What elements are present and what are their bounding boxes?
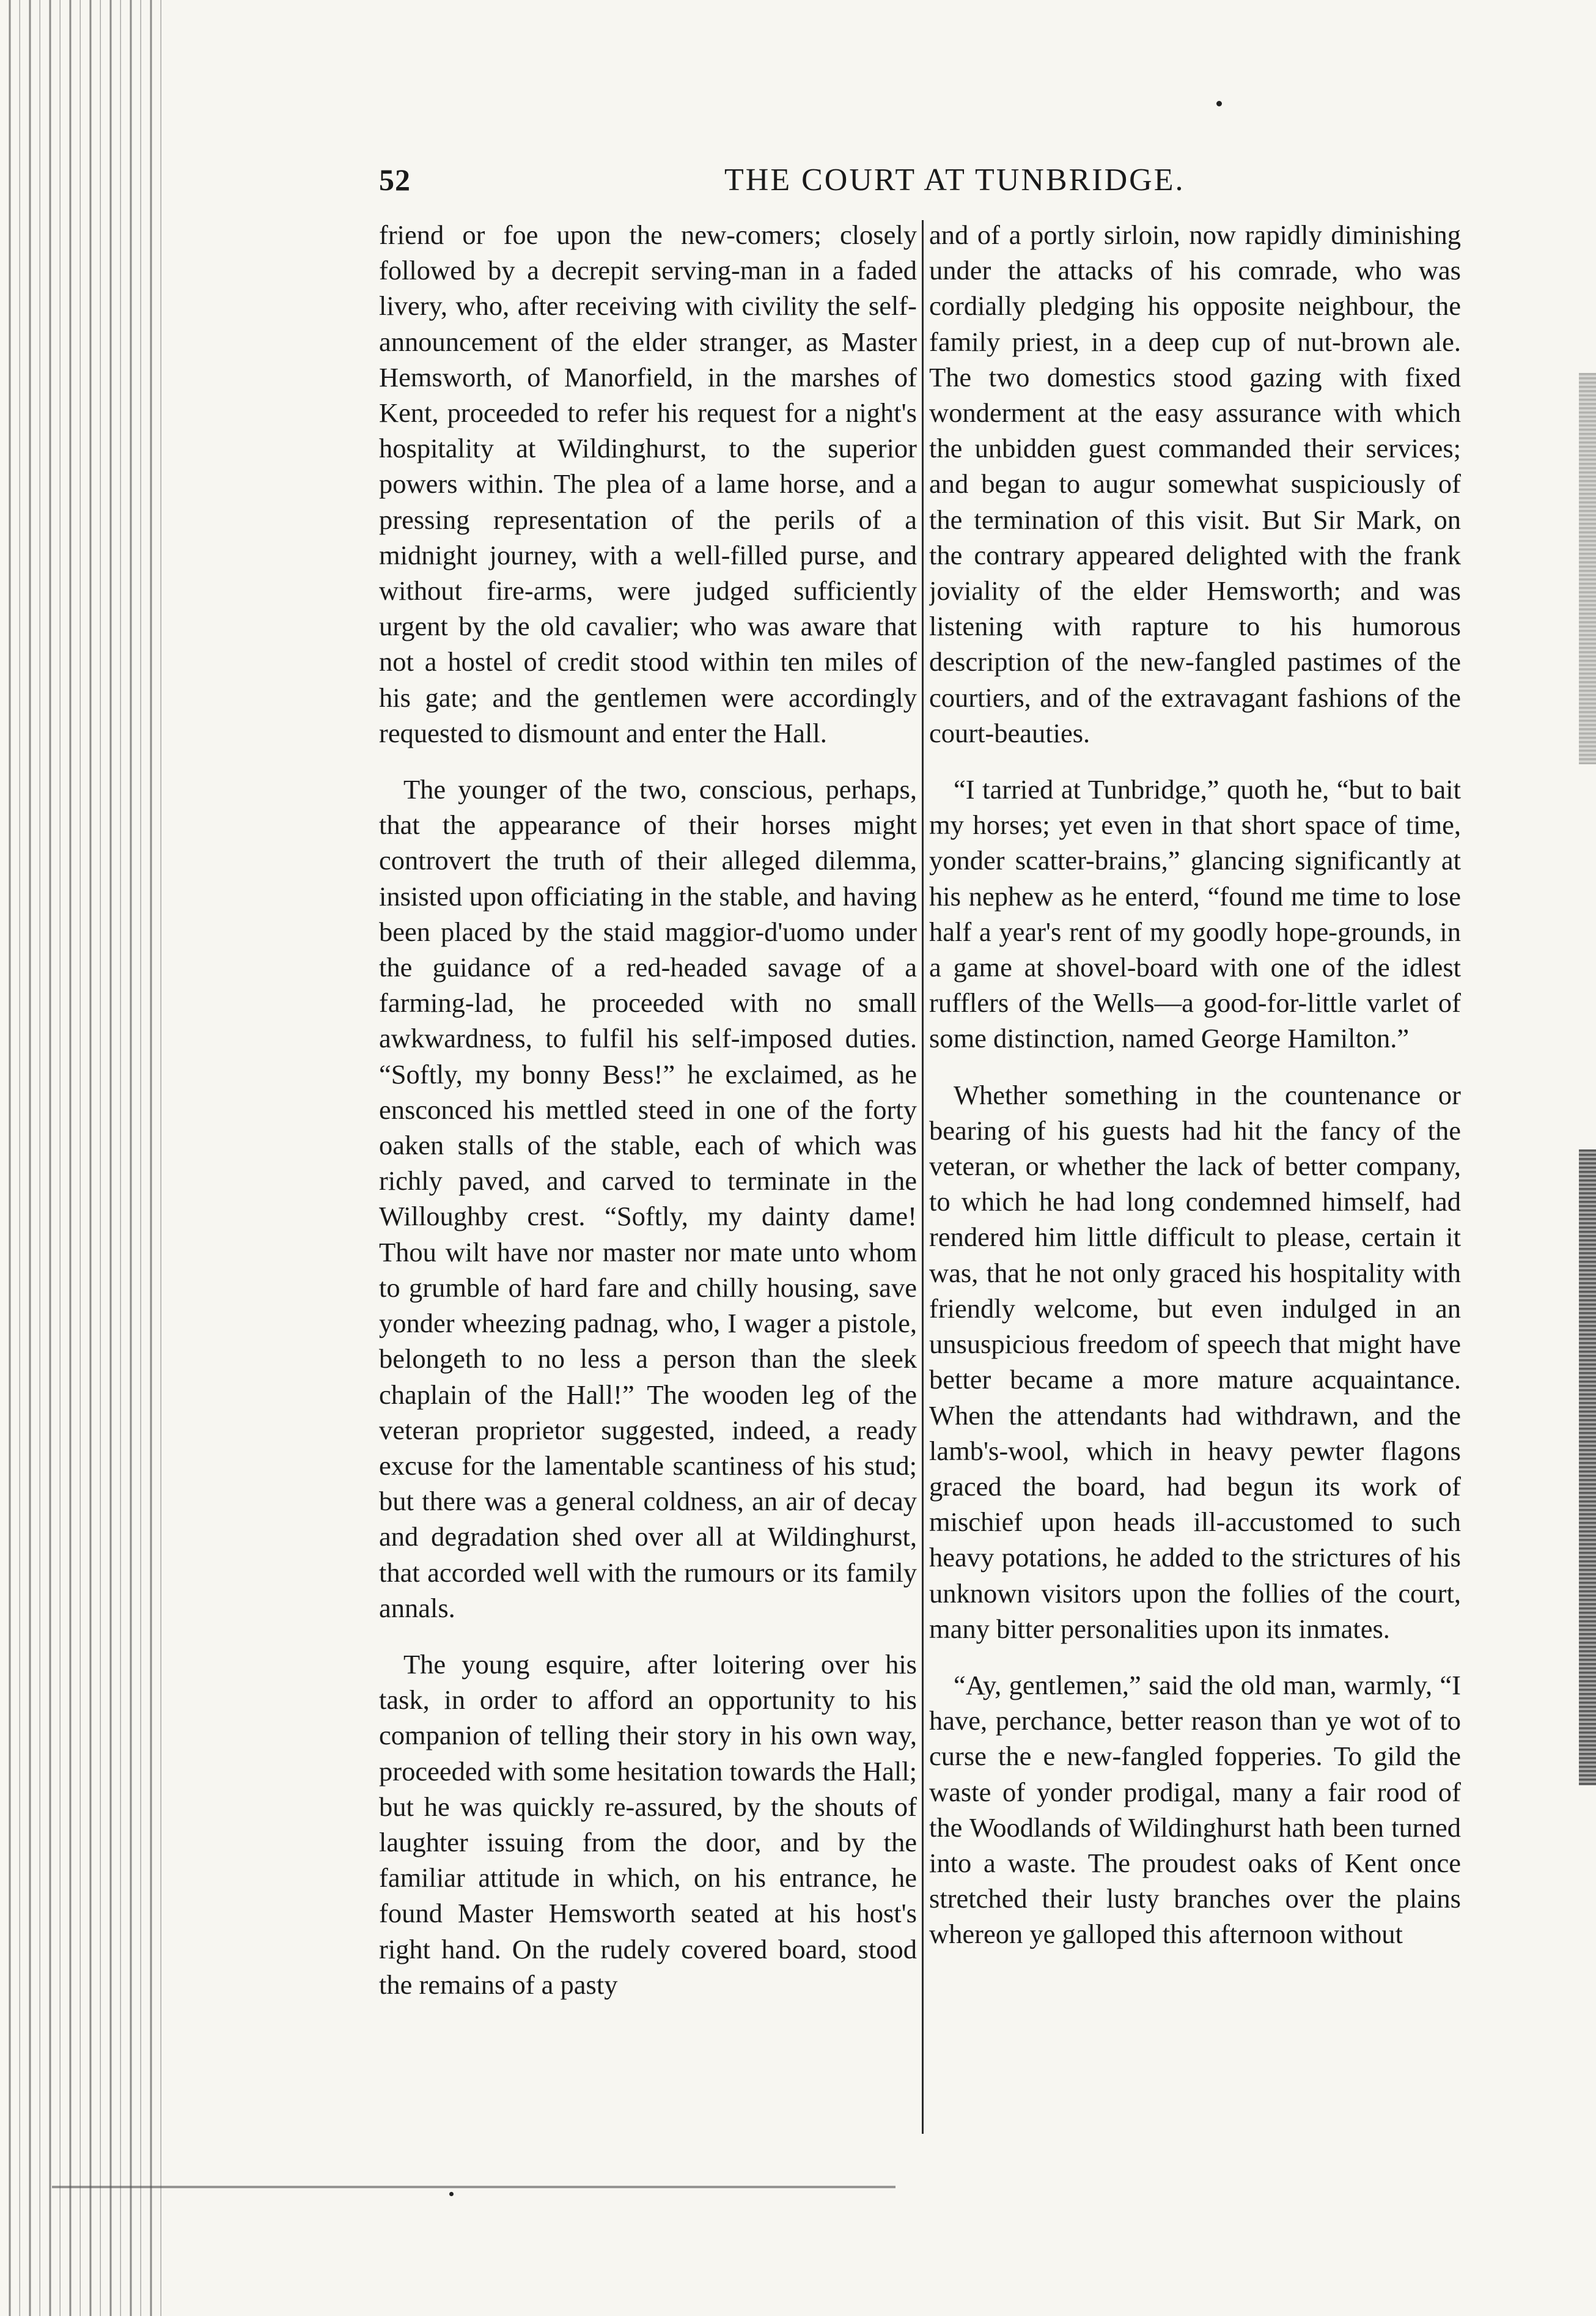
paragraph: and of a portly sirloin, now rapidly diminishing under the attacks of his comrade, who was cordially pledging his opposite neighbour, the family priest, in a deep cup of nut-brown ale. The two domestics stood gazing with fixed wonderment at the easy assurance with which the unbidden guest commanded their services; and began to augur somewhat suspiciously of the termination of this visit. But Sir Mark, on the contrary appeared delighted with the frank joviality of the elder Hemsworth; and was listening with rapture to his humorous description of the new-fangled pastimes of the courtiers, and of the extravagant fashions of the court-beauties.	[929, 219, 1461, 748]
page-number: 52	[379, 163, 411, 197]
right-column	[929, 217, 1461, 2146]
scan-edge-shadow	[1579, 1149, 1596, 1785]
paragraph: The young esquire, after loitering over his task, in order to afford an opportunity to his companion of telling their story in his own way, proceeded with some hesitation towards the Hall; but he was quickly re-assured, by the shouts of laughter issuing from the door, and by the familiar attitude in which, on his entrance, he found Master Hemsworth seated at his host's right hand. On the rudely covered board, stood the remains of a pasty	[379, 1648, 917, 2000]
paragraph: “Ay, gentlemen,” said the old man, warmly, “I have, perchance, better reason than ye wot of to curse the e new-fangled fopperies. To gild the waste of yonder prodigal, many a fair rood of the Woodlands of Wildinghurst hath been turned into a waste. The proudest oaks of Kent once stretched their lusty branches over the plains whereon ye galloped this afternoon without	[929, 1669, 1461, 1950]
ink-speck	[1216, 101, 1222, 106]
paragraph: “I tarried at Tunbridge,” quoth he, “but to bait my horses; yet even in that short space of time, yonder scatter-brains,” glancing significantly at his nephew as he enterd, “found me time to lose half a year's rent of my goodly hope-grounds, in a game at shovel-board with one of the idlest rufflers of the Wells—a good-for-little varlet of some distinction, named George Hamilton.”	[929, 774, 1461, 1054]
scan-bottom-rule	[52, 2186, 895, 2188]
page-header	[379, 162, 1461, 205]
paragraph: Whether something in the countenance or bearing of his guests had hit the fancy of the veteran, or whether the lack of better company, to which he had long condemned himself, had rendered him little difficult to please, certain it was, that he not only graced his hospitality with friendly welcome, but even indulged in an unsuspicious freedom of speech that might have better became a more mature acquaintance. When the attendants had withdrawn, and the lamb's-wool, which in heavy pewter flagons graced the board, had begun its work of mischief upon heads ill-accustomed to such heavy potations, he added to the strictures of his unknown visitors upon the follies of the court, many bitter personalities upon its inmates.	[929, 1079, 1461, 1644]
paragraph: friend or foe upon the new-comers; closely followed by a decrepit serving-man in a faded livery, who, after receiving with civility the self-announcement of the elder stranger, as Master Hemsworth, of Manorfield, in the marshes of Kent, proceeded to refer his request for a night's hospitality at Wildinghurst, to the superior powers within. The plea of a lame horse, and a pressing representation of the perils of a midnight journey, with a well-filled purse, and without fire-arms, were judged sufficiently urgent by the old cavalier; who was aware that not a hostel of credit stood within ten miles of his gate; and the gentlemen were accordingly requested to dismount and enter the Hall.	[379, 219, 917, 748]
scan-edge-shadow	[1579, 373, 1596, 764]
paragraph: The younger of the two, conscious, perhaps, that the appearance of their horses might controvert the truth of their alleged dilemma, insisted upon officiating in the stable, and having been placed by the staid maggior-d'uomo under the guidance of a red-headed savage of a farming-lad, he proceeded with no small awkwardness, to fulfil his self-imposed duties. “Softly, my bonny Bess!” he exclaimed, as he ensconced his mettled steed in one of the forty oaken stalls of the stable, each of which was richly paved, and carved to terminate in the Willoughby crest. “Softly, my dainty dame! Thou wilt have nor master nor mate unto whom to grumble of hard fare and chilly housing, save yonder wheezing padnag, who, I wager a pistole, belongeth to no less a person than the sleek chaplain of the Hall!” The wooden leg of the veteran proprietor suggested, indeed, a ready excuse for the lamentable scantiness of his stud; but there was a general coldness, an air of decay and degradation shed over all at Wildinghurst, that accorded well with the rumours or its family annals.	[379, 774, 917, 1623]
ink-speck	[449, 2192, 454, 2196]
running-head: THE COURT AT TUNBRIDGE.	[724, 163, 1185, 197]
binding-edge	[0, 0, 165, 2316]
column-divider	[922, 220, 924, 2134]
left-column	[379, 217, 917, 2146]
